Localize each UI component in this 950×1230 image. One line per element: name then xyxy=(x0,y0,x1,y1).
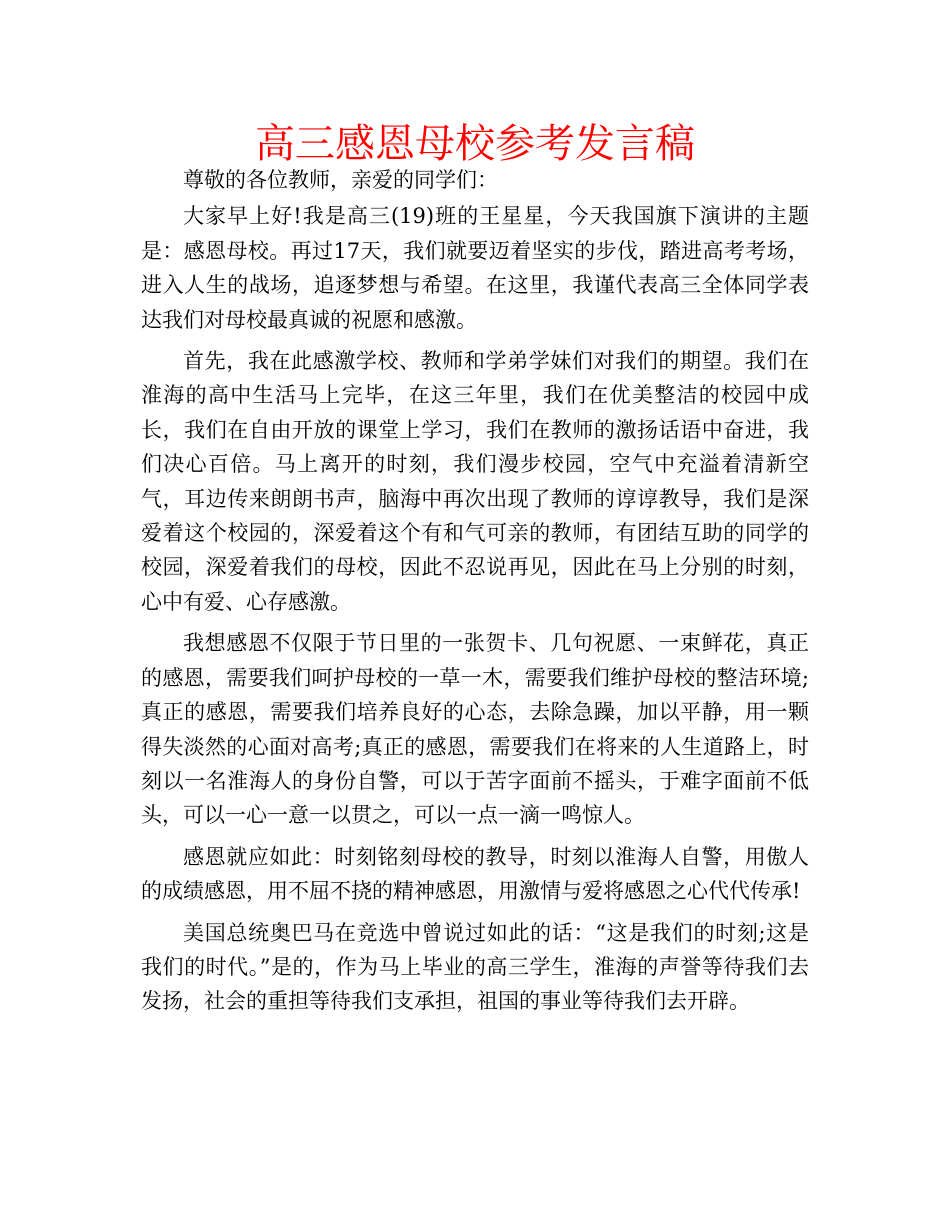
document-body xyxy=(141,163,809,1019)
document-title: 高三感恩母校参考发言稿 xyxy=(255,121,695,167)
salutation: 尊敬的各位教师，亲爱的同学们： xyxy=(183,168,498,192)
paragraph-3: 我想感恩不仅限于节日里的一张贺卡、几句祝愿、一束鲜花，真正的感恩，需要我们呵护母校的一草一木，需要我们维护母校的整洁环境;真正的感恩，需要我们培养良好的心态，去除急躁，加以平静，用一颗得失淡然的心面对高考;真正的感恩，需要我们在将来的人生道路上，时刻以一名淮海人的身份自警，可以于苦字面前不摇头，于难字面前不低头，可以一心一意一以贯之，可以一点一滴一鸣惊人。 xyxy=(141,631,809,828)
paragraph-4: 感恩就应如此：时刻铭刻母校的教导，时刻以淮海人自警，用傲人的成绩感恩，用不屈不挠的精神感恩，用激情与爱将感恩之心代代传承! xyxy=(141,844,809,904)
paragraph-2: 首先，我在此感激学校、教师和学弟学妹们对我们的期望。我们在淮海的高中生活马上完毕，在这三年里，我们在优美整洁的校园中成长，我们在自由开放的课堂上学习，我们在教师的激扬话语中奋进，我们决心百倍。马上离开的时刻，我们漫步校园，空气中充溢着清新空气，耳边传来朗朗书声，脑海中再次出现了教师的谆谆教导，我们是深爱着这个校园的，深爱着这个有和气可亲的教师，有团结互助的同学的校园，深爱着我们的母校，因此不忍说再见，因此在马上分别的时刻，心中有爱、心存感激。 xyxy=(141,349,809,614)
paragraph-5: 美国总统奥巴马在竞选中曾说过如此的话：“这是我们的时刻;这是我们的时代。”是的，作为马上毕业的高三学生，淮海的声誉等待我们去发扬，社会的重担等待我们支承担，祖国的事业等待我们去开辟。 xyxy=(141,920,809,1014)
paragraph-1: 大家早上好!我是高三(19)班的王星星，今天我国旗下演讲的主题是：感恩母校。再过17天，我们就要迈着坚实的步伐，踏进高考考场，进入人生的战场，追逐梦想与希望。在这里，我谨代表高三全体同学表达我们对母校最真诚的祝愿和感激。 xyxy=(141,204,809,332)
